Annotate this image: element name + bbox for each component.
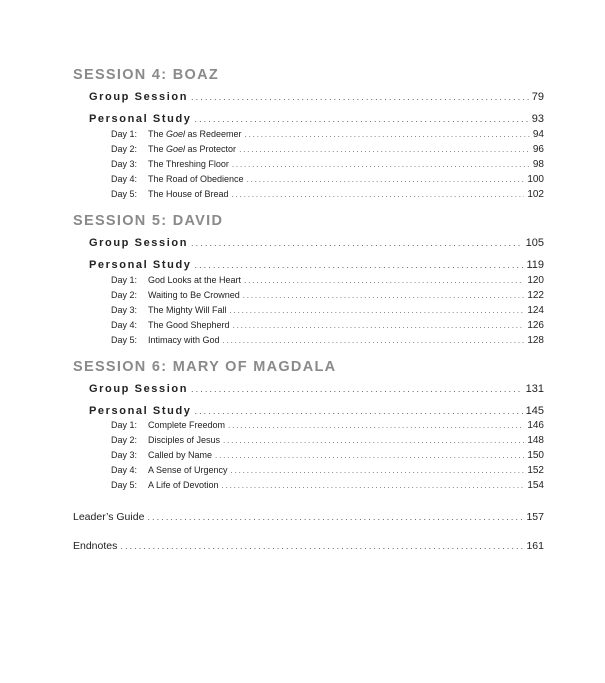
page-number: 96 bbox=[532, 144, 544, 155]
session-6-group-session-entry[interactable] bbox=[89, 382, 544, 396]
dot-leader bbox=[245, 129, 530, 141]
dot-leader bbox=[120, 540, 523, 553]
day-number: Day 5: bbox=[111, 189, 138, 199]
day-number: Day 1: bbox=[111, 420, 138, 430]
dot-leader bbox=[222, 480, 525, 492]
leaders-guide-entry[interactable] bbox=[73, 511, 544, 524]
dot-leader bbox=[247, 174, 525, 186]
session-4-group-session-entry[interactable] bbox=[89, 90, 544, 104]
day-entry[interactable] bbox=[111, 419, 544, 432]
entry-label: Personal Study bbox=[89, 259, 192, 271]
day-entry[interactable] bbox=[111, 128, 544, 141]
page-number: 100 bbox=[527, 174, 544, 185]
day-title: A Sense of Urgency bbox=[148, 465, 228, 475]
page-number: 150 bbox=[527, 450, 544, 461]
entry-label: Group Session bbox=[89, 383, 189, 395]
day-title: A Life of Devotion bbox=[148, 480, 219, 490]
page-number: 124 bbox=[527, 305, 544, 316]
page-number: 126 bbox=[527, 320, 544, 331]
day-title: Complete Freedom bbox=[148, 420, 226, 430]
page-number: 79 bbox=[531, 91, 544, 103]
page-number: 145 bbox=[525, 405, 544, 417]
day-entry[interactable] bbox=[111, 434, 544, 447]
page-number: 120 bbox=[527, 275, 544, 286]
day-number: Day 2: bbox=[111, 435, 138, 445]
page-number: 119 bbox=[526, 259, 544, 271]
dot-leader bbox=[239, 144, 530, 156]
dot-leader bbox=[194, 258, 523, 272]
session-5-personal-study-entry[interactable] bbox=[89, 258, 544, 272]
day-entry[interactable] bbox=[111, 274, 544, 287]
day-entry[interactable] bbox=[111, 173, 544, 186]
page-number: 157 bbox=[526, 511, 544, 523]
dot-leader bbox=[231, 465, 525, 477]
day-entry[interactable] bbox=[111, 143, 544, 156]
day-entry[interactable] bbox=[111, 188, 544, 201]
day-entry[interactable] bbox=[111, 464, 544, 477]
page-number: 148 bbox=[527, 435, 544, 446]
day-title: The Threshing Floor bbox=[148, 159, 229, 169]
page-number: 102 bbox=[527, 189, 544, 200]
dot-leader bbox=[232, 159, 530, 171]
entry-label: Endnotes bbox=[73, 540, 118, 552]
page-number: 122 bbox=[527, 290, 544, 301]
entry-label: Personal Study bbox=[89, 113, 192, 125]
day-title: The Goel as Protector bbox=[148, 144, 237, 154]
day-number: Day 3: bbox=[111, 159, 138, 169]
day-entry[interactable] bbox=[111, 158, 544, 171]
day-number: Day 3: bbox=[111, 305, 138, 315]
day-entry[interactable] bbox=[111, 449, 544, 462]
page-number: 93 bbox=[531, 113, 544, 125]
entry-label: Group Session bbox=[89, 237, 189, 249]
dot-leader bbox=[230, 305, 525, 317]
day-title: God Looks at the Heart bbox=[148, 275, 242, 285]
page-number: 94 bbox=[532, 129, 544, 140]
session-4-title: SESSION 4: BOAZ bbox=[73, 67, 219, 83]
entry-label: Group Session bbox=[89, 91, 189, 103]
day-number: Day 3: bbox=[111, 450, 138, 460]
page-number: 131 bbox=[525, 383, 544, 395]
day-number: Day 4: bbox=[111, 174, 138, 184]
page-number: 105 bbox=[525, 237, 544, 249]
dot-leader bbox=[215, 450, 524, 462]
session-4-personal-study-entry[interactable] bbox=[89, 112, 544, 126]
endnotes-entry[interactable] bbox=[73, 540, 544, 553]
dot-leader bbox=[194, 404, 522, 418]
dot-leader bbox=[228, 420, 524, 432]
day-title: The Road of Obedience bbox=[148, 174, 244, 184]
page-number: 161 bbox=[526, 540, 544, 552]
dot-leader bbox=[194, 112, 528, 126]
day-number: Day 1: bbox=[111, 129, 138, 139]
day-entry[interactable] bbox=[111, 334, 544, 347]
dot-leader bbox=[191, 382, 523, 396]
page-number: 146 bbox=[527, 420, 544, 431]
dot-leader bbox=[244, 275, 524, 287]
day-number: Day 2: bbox=[111, 144, 138, 154]
day-entry[interactable] bbox=[111, 479, 544, 492]
page-number: 98 bbox=[532, 159, 544, 170]
session-5-title: SESSION 5: DAVID bbox=[73, 213, 224, 229]
day-title: Intimacy with God bbox=[148, 335, 220, 345]
page-number: 152 bbox=[527, 465, 544, 476]
day-number: Day 2: bbox=[111, 290, 138, 300]
day-entry[interactable] bbox=[111, 319, 544, 332]
dot-leader bbox=[147, 511, 523, 524]
session-5-group-session-entry[interactable] bbox=[89, 236, 544, 250]
page-number: 128 bbox=[527, 335, 544, 346]
entry-label: Leader’s Guide bbox=[73, 511, 145, 523]
day-title: Called by Name bbox=[148, 450, 213, 460]
session-6-personal-study-entry[interactable] bbox=[89, 404, 544, 418]
day-number: Day 4: bbox=[111, 320, 138, 330]
dot-leader bbox=[223, 335, 525, 347]
entry-label: Personal Study bbox=[89, 405, 192, 417]
dot-leader bbox=[232, 189, 525, 201]
page-number: 154 bbox=[527, 480, 544, 491]
day-number: Day 5: bbox=[111, 335, 138, 345]
session-6-title: SESSION 6: MARY OF MAGDALA bbox=[73, 359, 337, 375]
day-title: The Goel as Redeemer bbox=[148, 129, 242, 139]
day-title: Disciples of Jesus bbox=[148, 435, 221, 445]
dot-leader bbox=[191, 90, 529, 104]
day-entry[interactable] bbox=[111, 289, 544, 302]
day-title: The Good Shepherd bbox=[148, 320, 230, 330]
dot-leader bbox=[191, 236, 523, 250]
day-title: The Mighty Will Fall bbox=[148, 305, 227, 315]
day-number: Day 5: bbox=[111, 480, 138, 490]
day-number: Day 1: bbox=[111, 275, 138, 285]
day-number: Day 4: bbox=[111, 465, 138, 475]
day-entry[interactable] bbox=[111, 304, 544, 317]
day-title: The House of Bread bbox=[148, 189, 229, 199]
day-title: Waiting to Be Crowned bbox=[148, 290, 240, 300]
dot-leader bbox=[223, 435, 524, 447]
dot-leader bbox=[243, 290, 525, 302]
dot-leader bbox=[233, 320, 525, 332]
